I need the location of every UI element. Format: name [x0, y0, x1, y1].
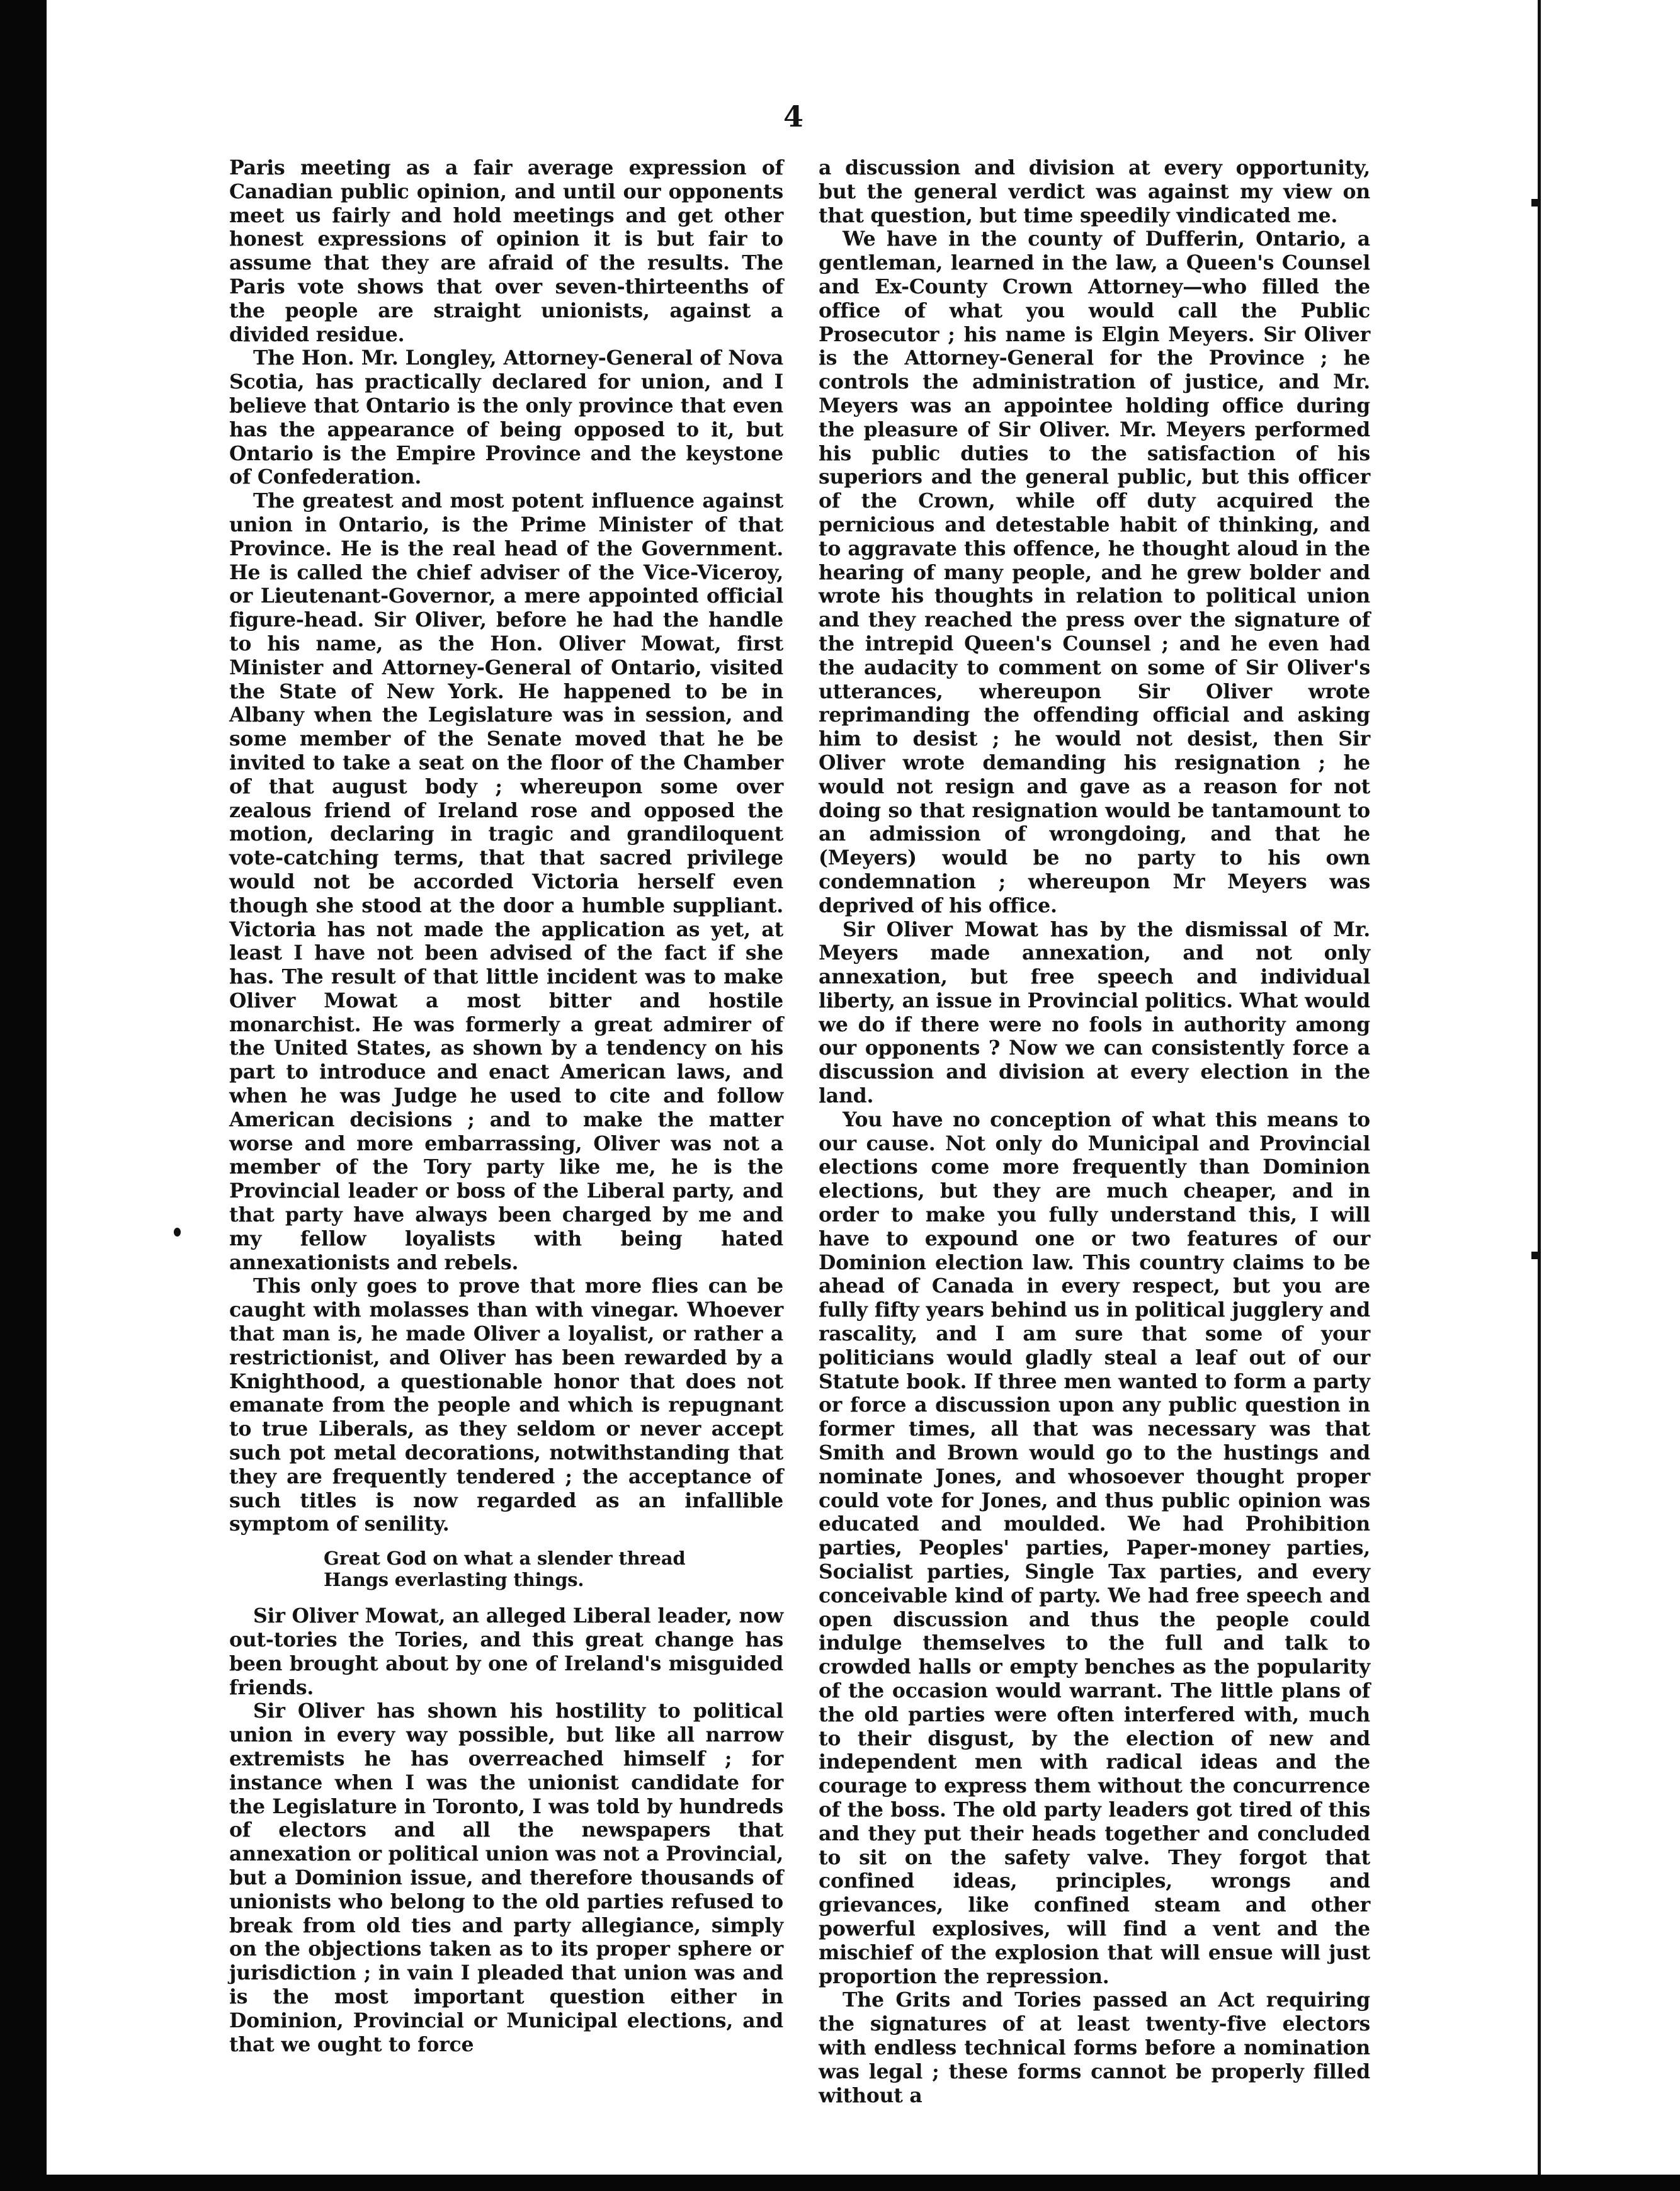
paragraph: The Hon. Mr. Longley, Attorney-General of Nova Scotia, has practically declared for union, and I believe that Ontario is the only province that even has the appearance of being opposed to it, but Ontario is the Empire Province and the keystone of Confederation.	[229, 346, 783, 489]
paragraph: You have no conception of what this means to our cause. Not only do Municipal and Provincial elections come more frequently than Dominion elections, but they are much cheaper, and in order to make you fully understand this, I will have to expound one or two features of our Dominion election law. This country claims to be ahead of Canada in every respect, but you are fully fifty years behind us in political jugglery and rascality, and I am sure that some of your politicians would gladly steal a leaf out of our Statute book. If three men wanted to form a party or force a discussion upon any public question in former times, all that was necessary was that Smith and Brown would go to the hustings and nominate Jones, and whosoever thought proper could vote for Jones, and thus public opinion was educated and moulded. We had Prohibition parties, Peoples' parties, Paper-money parties, Socialist parties, Single Tax parties, and every conceivable kind of party. We had free speech and open discussion and thus the people could indulge themselves to the full and talk to crowded halls or empty benches as the popularity of the occasion would warrant. The little plans of the old parties were often interfered with, much to their disgust, by the election of new and independent men with radical ideas and the courage to express them without the concurrence of the boss. The old party leaders got tired of this and they put their heads together and concluded to sit on the safety valve. They forgot that confined ideas, principles, wrongs and grievances, like confined steam and other powerful explosives, will find a vent and the mischief of the explosion that will ensue will just proportion the repression.	[819, 1107, 1370, 1988]
scan-edge-left	[0, 0, 47, 2191]
margin-tick-mark	[1531, 199, 1538, 207]
paragraph: Sir Oliver has shown his hostility to political union in every way possible, but like all narrow extremists he has overreached himself ; for instance when I was the unionist candidate for the Legislature in Toronto, I was told by hundreds of electors and all the newspapers that annexation or political union was not a Provincial, but a Dominion issue, and therefore thousands of unionists who belong to the old parties refused to break from old ties and party allegiance, simply on the objections taken as to its proper sphere or jurisdiction ; in vain I pleaded that union was and is the most important question either in Dominion, Provincial or Municipal elections, and that we ought to force	[229, 1699, 783, 2056]
paragraph: The greatest and most potent influence against union in Ontario, is the Prime Minister of that Province. He is the real head of the Government. He is called the chief adviser of the Vice-Viceroy, or Lieutenant-Governor, a mere appointed official figure-head. Sir Oliver, before he had the handle to his name, as the Hon. Oliver Mowat, first Minister and Attorney-General of Ontario, visited the State of New York. He happened to be in Albany when the Legislature was in session, and some member of the Senate moved that he be invited to take a seat on the floor of the Chamber of that august body ; whereupon some over zealous friend of Ireland rose and opposed the motion, declaring in tragic and grandiloquent vote-catching terms, that that sacred privilege would not be accorded Victoria herself even though she stood at the door a humble suppliant. Victoria has not made the application as yet, at least I have not been advised of the fact if she has. The result of that little incident was to make Oliver Mowat a most bitter and hostile monarchist. He was formerly a great admirer of the United States, as shown by a tendency on his part to introduce and enact American laws, and when he was Judge he used to cite and follow American decisions ; and to make the matter worse and more embarrassing, Oliver was not a member of the Tory party like me, he is the Provincial leader or boss of the Liberal party, and that party have always been charged by me and my fellow loyalists with being hated annexationists and rebels.	[229, 489, 783, 1274]
paragraph: We have in the county of Dufferin, Ontario, a gentleman, learned in the law, a Queen's Counsel and Ex-County Crown Attorney—who filled the office of what you would call the Public Prosecutor ; his name is Elgin Meyers. Sir Oliver is the Attorney-General for the Province ; he controls the administration of justice, and Mr. Meyers was an appointee holding office during the pleasure of Sir Oliver. Mr. Meyers performed his public duties to the satisfaction of his superiors and the general public, but this officer of the Crown, while off duty acquired the pernicious and detestable habit of thinking, and to aggravate this offence, he thought aloud in the hearing of many people, and he grew bolder and wrote his thoughts in relation to political union and they reached the press over the signature of the intrepid Queen's Counsel ; and he even had the audacity to comment on some of Sir Oliver's utterances, whereupon Sir Oliver wrote reprimanding the offending official and asking him to desist ; he would not desist, then Sir Oliver wrote demanding his resignation ; he would not resign and gave as a reason for not doing so that resignation would be tantamount to an admission of wrongdoing, and that he (Meyers) would be no party to his own condemnation ; whereupon Mr Meyers was deprived of his office.	[819, 227, 1370, 917]
paragraph: This only goes to prove that more flies can be caught with molasses than with vinegar. Whoever that man is, he made Oliver a loyalist, or rather a restrictionist, and Oliver has been rewarded by a Knighthood, a questionable honor that does not emanate from the people and which is repugnant to true Liberals, as they seldom or never accept such pot metal decorations, notwithstanding that they are frequently tendered ; the acceptance of such titles is now regarded as an infallible symptom of senility.	[229, 1274, 783, 1536]
paragraph: Paris meeting as a fair average expression of Canadian public opinion, and until our opponents meet us fairly and hold meetings and get other honest expressions of opinion it is but fair to assume that they are afraid of the results. The Paris vote shows that over seven-thirteenths of the people are straight unionists, against a divided residue.	[229, 156, 783, 346]
margin-tick-mark	[1531, 1252, 1538, 1259]
paragraph: The Grits and Tories passed an Act requiring the signatures of at least twenty-five electors with endless technical forms before a nomination was legal ; these forms cannot be properly filled without a	[819, 1988, 1370, 2107]
right-margin-rule	[1538, 0, 1541, 2175]
page-number: 4	[783, 99, 803, 133]
right-column	[819, 156, 1370, 2107]
verse-quote	[324, 1548, 783, 1590]
paragraph: Sir Oliver Mowat, an alleged Liberal leader, now out-tories the Tories, and this great change has been brought about by one of Ireland's misguided friends.	[229, 1604, 783, 1699]
verse-line: Hangs everlasting things.	[324, 1569, 584, 1591]
stray-ink-mark	[174, 1228, 181, 1237]
verse-line: Great God on what a slender thread	[324, 1548, 686, 1570]
paragraph: Sir Oliver Mowat has by the dismissal of Mr. Meyers made annexation, and not only annexation, but free speech and individual liberty, an issue in Provincial politics. What would we do if there were no fools in authority among our opponents ? Now we can consistently force a discussion and division at every election in the land.	[819, 917, 1370, 1108]
paragraph: a discussion and division at every opportunity, but the general verdict was against my view on that question, but time speedily vindicated me.	[819, 156, 1370, 227]
left-column	[229, 156, 783, 2056]
scan-edge-bottom	[0, 2175, 1680, 2191]
